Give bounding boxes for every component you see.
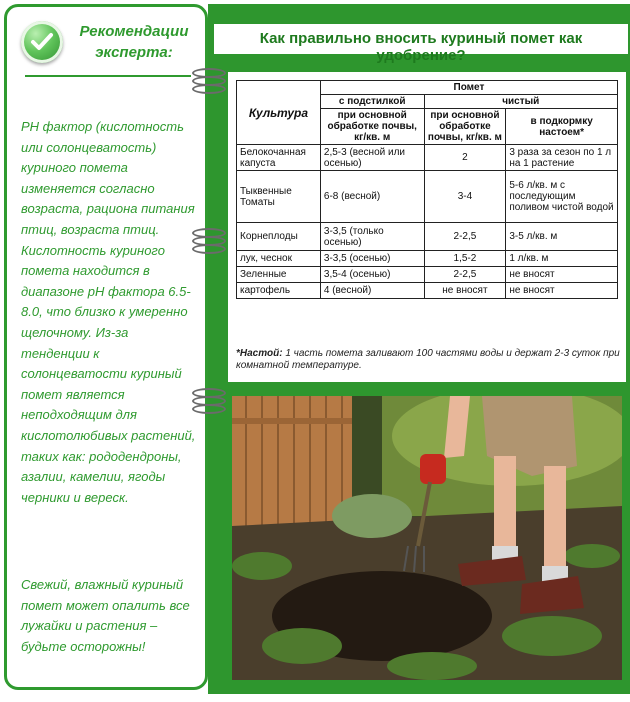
cell-topdress: 3-5 л/кв. м: [506, 223, 618, 251]
cell-culture: Тыквенные Томаты: [237, 171, 321, 223]
cell-litter: 6-8 (весной): [320, 171, 424, 223]
cell-topdress: 3 раза за сезон по 1 л на 1 растение: [506, 145, 618, 171]
table-row: [237, 223, 618, 251]
cell-culture: Белокочанная капуста: [237, 145, 321, 171]
cell-clean: 2: [424, 145, 506, 171]
cell-litter: 3-3,5 (только осенью): [320, 223, 424, 251]
spiral-ring-icon: [192, 404, 226, 414]
expert-title-line2: эксперта:: [95, 44, 173, 61]
spiral-ring-icon: [192, 84, 226, 94]
cell-topdress: не вносят: [506, 283, 618, 299]
table-row: [237, 145, 618, 171]
header-pomet: Помет: [320, 81, 617, 95]
header-bar: [214, 24, 628, 64]
expert-sidebar: [4, 4, 208, 690]
cell-culture: Корнеплоды: [237, 223, 321, 251]
footnote-text: 1 часть помета заливают 100 частями воды и держат 2-3 суток при комнатной температуре.: [236, 348, 620, 371]
footnote-label: *Настой:: [236, 348, 283, 359]
cell-topdress: не вносят: [506, 267, 618, 283]
cell-culture: Зеленные: [237, 267, 321, 283]
table-row: [237, 171, 618, 223]
expert-paragraph-1: РН фактор (кислотность или солонцеватость) куриного помета изменяется согласно возраста, рациона питания птиц, возраста птиц. Кислотность куриного помета находится в диапазоне pH фактора 6.5-8.0, что близко к умеренно щелочному. Из-за тенденции к солонцеватости куриный помет является неподходящим для кислотолюбивых растений, таких как: рододендроны, азалии, камелии, ягоды черники и вереск.: [21, 119, 196, 505]
table-row: [237, 283, 618, 299]
spiral-ring-icon: [192, 244, 226, 254]
table-footnote: [236, 348, 620, 372]
cell-culture: лук, чеснок: [237, 251, 321, 267]
cell-litter: 3-3,5 (осенью): [320, 251, 424, 267]
fertilizer-table: [236, 80, 618, 299]
title-divider: [25, 75, 191, 77]
header-clean: чистый: [424, 95, 617, 109]
table-card: [228, 72, 626, 382]
header-culture: Культура: [237, 81, 321, 145]
cell-clean: не вносят: [424, 283, 506, 299]
garden-photo: [232, 396, 622, 680]
cell-litter: 2,5-3 (весной или осенью): [320, 145, 424, 171]
cell-clean: 2-2,5: [424, 223, 506, 251]
header-topdress: в подкормку настоем*: [506, 109, 618, 145]
cell-clean: 1,5-2: [424, 251, 506, 267]
expert-title: [69, 21, 199, 63]
header-main-clean: при основной обработке почвы, кг/кв. м: [424, 109, 506, 145]
checkmark-icon: [21, 21, 63, 63]
cell-culture: картофель: [237, 283, 321, 299]
header-with-litter: с подстилкой: [320, 95, 424, 109]
cell-litter: 4 (весной): [320, 283, 424, 299]
expert-title-line1: Рекомендации: [79, 23, 189, 40]
table-row: [237, 251, 618, 267]
cell-litter: 3,5-4 (осенью): [320, 267, 424, 283]
page-title: Как правильно вносить куриный помет как удобрение?: [259, 30, 583, 64]
table-row: [237, 267, 618, 283]
cell-topdress: 5-6 л/кв. м с последующим поливом чистой водой: [506, 171, 618, 223]
cell-topdress: 1 л/кв. м: [506, 251, 618, 267]
header-main-litter: при основной обработке почвы, кг/кв. м: [320, 109, 424, 145]
cell-clean: 2-2,5: [424, 267, 506, 283]
cell-clean: 3-4: [424, 171, 506, 223]
expert-paragraph-2: Свежий, влажный куриный помет может опалить все лужайки и растения – будьте осторожны!: [21, 577, 190, 654]
